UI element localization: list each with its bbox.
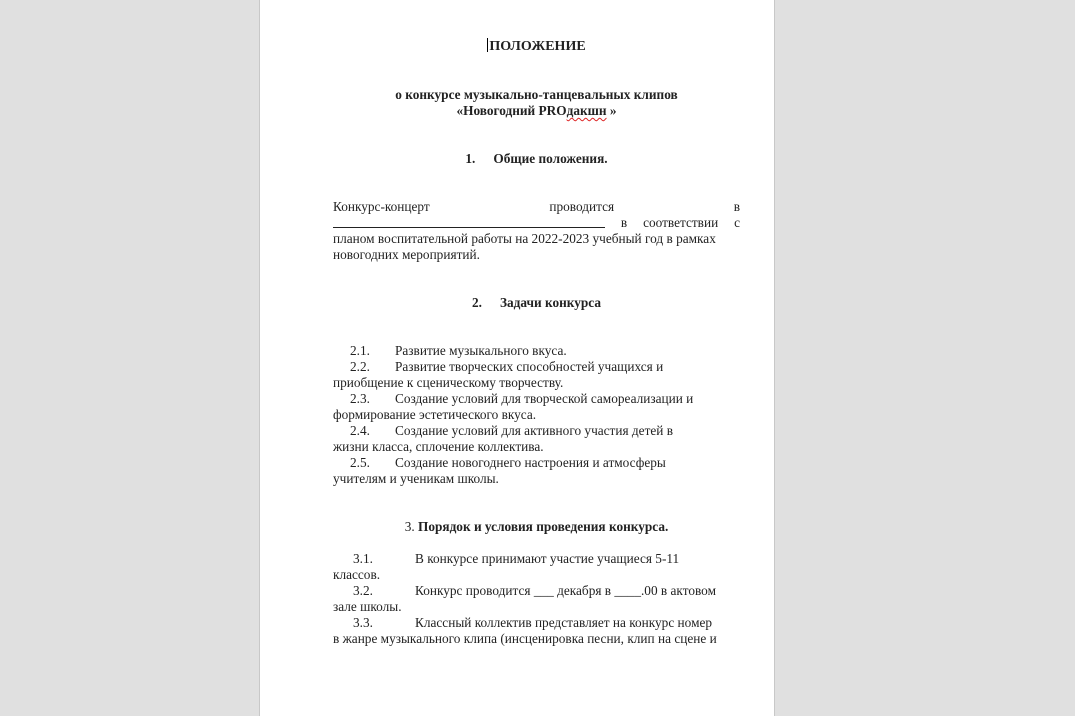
list-item: 2.5. Создание новогоднего настроения и атмосферы учителям и ученикам школы. [333, 455, 666, 486]
paragraph-line: Конкурс-концерт проводится в [333, 199, 740, 214]
section-3-heading: 3. Порядок и условия проведения конкурса. [404, 519, 669, 534]
list-item: 2.3. Создание условий для творческой самореализации и формирование эстетического вкуса. [333, 391, 694, 422]
section-3-list [333, 551, 740, 647]
paragraph-line: в соответствии с [333, 215, 740, 231]
list-item: 2.4. Создание условий для активного участия детей в жизни класса, сплочение коллектива. [333, 423, 674, 454]
document-subtitle [333, 87, 740, 119]
document-body[interactable] [333, 36, 740, 647]
paragraph-line: планом воспитательной работы на 2022-2023 учебный год в рамках [333, 231, 716, 246]
subtitle-line-2: «Новогодний PROдакшн » [456, 103, 617, 118]
section-1-paragraph [333, 199, 740, 263]
fill-in-blank[interactable] [333, 215, 605, 228]
section-1-heading: 1. Общие положения. [465, 151, 608, 166]
list-item: 2.2. Развитие творческих способностей учащихся и приобщение к сценическому творчеству. [333, 359, 664, 390]
document-page[interactable] [259, 0, 775, 716]
paragraph-line: новогодних мероприятий. [333, 247, 480, 262]
list-item: 3.3. Классный коллектив представляет на конкурс номер в жанре музыкального клипа (инсценировка песни, клип на сцене и [333, 615, 717, 646]
list-item: 3.2. Конкурс проводится ___ декабря в ____.00 в актовом зале школы. [333, 583, 716, 614]
list-item: 2.1. Развитие музыкального вкуса. [350, 343, 567, 358]
section-2-list [333, 343, 740, 487]
list-item: 3.1. В конкурсе принимают участие учащиеся 5-11 классов. [333, 551, 680, 582]
section-2-heading: 2. Задачи конкурса [471, 295, 602, 310]
spellcheck-underlined-word[interactable]: дакшн [566, 103, 607, 118]
document-title: ПОЛОЖЕНИЕ [489, 39, 586, 54]
subtitle-line-1: о конкурсе музыкально-танцевальных клипов [395, 87, 678, 102]
